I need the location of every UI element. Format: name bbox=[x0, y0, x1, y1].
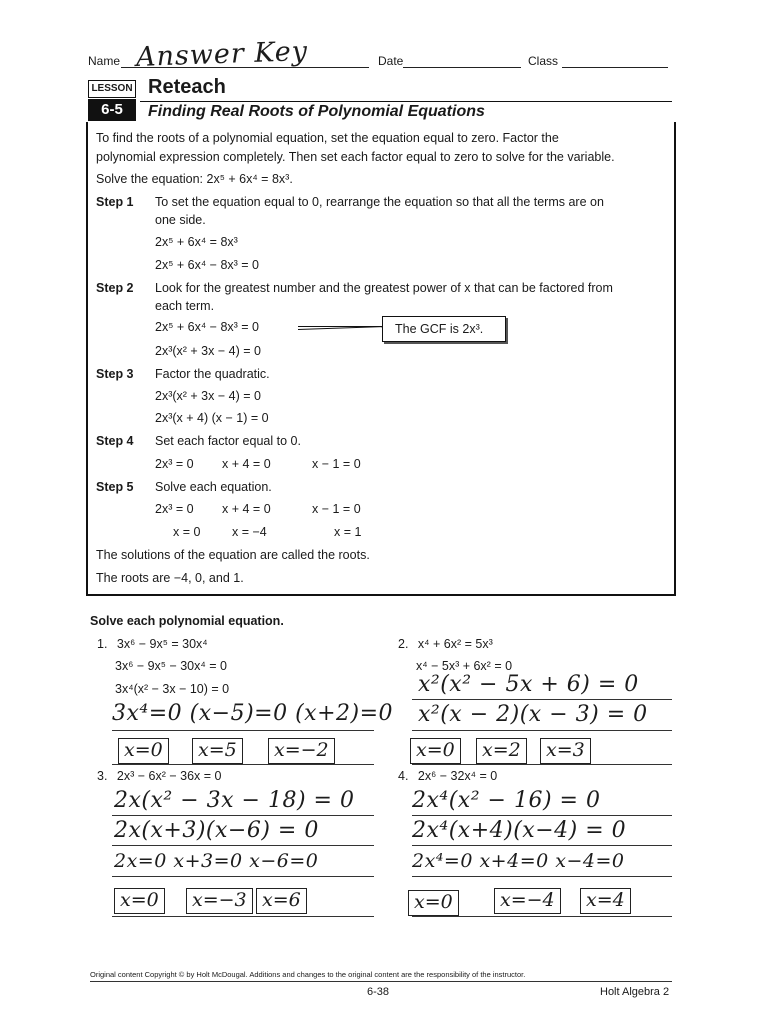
problem-4-answer-1: x=0 bbox=[408, 890, 459, 916]
problem-3-line-1 bbox=[112, 815, 374, 816]
problem-2-line-1 bbox=[412, 699, 672, 700]
step-4-eq-1: 2x³ = 0 bbox=[155, 457, 194, 471]
step-1-text-cont: one side. bbox=[155, 213, 206, 227]
solve-equation: 2x⁵ + 6x⁴ = 8x³. bbox=[206, 172, 293, 186]
step-2-text: Look for the greatest number and the greatest power of x that can be factored from bbox=[155, 281, 613, 295]
step-4-eq-3: x − 1 = 0 bbox=[312, 457, 361, 471]
problem-3-line-4 bbox=[112, 916, 374, 917]
problem-1 bbox=[97, 637, 208, 651]
step-2-label: Step 2 bbox=[96, 281, 134, 295]
step-4-eq-2: x + 4 = 0 bbox=[222, 457, 271, 471]
step-5-sol-3: x = 1 bbox=[334, 525, 362, 539]
problem-3-hand-2: 2x(x+3)(x−6) = 0 bbox=[114, 818, 319, 843]
step-1-text: To set the equation equal to 0, rearrange the equation so that all the terms are on bbox=[155, 195, 604, 209]
step-3-text: Factor the quadratic. bbox=[155, 367, 270, 381]
footer-rule bbox=[90, 981, 672, 982]
name-label: Name bbox=[88, 54, 121, 68]
problem-1-answer-1: x=0 bbox=[118, 738, 169, 764]
problem-1-work-2: 3x⁴(x² − 3x − 10) = 0 bbox=[115, 682, 230, 696]
problem-3-hand-3: 2x=0 x+3=0 x−6=0 bbox=[114, 850, 319, 872]
problem-3-answer-3: x=6 bbox=[256, 888, 307, 914]
lesson-label: LESSON bbox=[88, 80, 136, 98]
problem-4-line-3 bbox=[412, 876, 672, 877]
problem-3-equation: 2x³ − 6x² − 36x = 0 bbox=[116, 769, 222, 783]
problem-3-hand-1: 2x(x² − 3x − 18) = 0 bbox=[114, 788, 355, 813]
step-1-label: Step 1 bbox=[96, 195, 134, 209]
problem-2-answer-3: x=3 bbox=[540, 738, 591, 764]
problem-4-line-2 bbox=[412, 845, 672, 846]
problem-3-number: 3. bbox=[97, 769, 108, 783]
problem-4-line-4 bbox=[412, 916, 672, 917]
problem-4-hand-1: 2x⁴(x² − 16) = 0 bbox=[412, 788, 601, 813]
problem-1-number: 1. bbox=[97, 637, 108, 651]
conclusion-1: The solutions of the equation are called the roots. bbox=[96, 548, 370, 562]
class-line bbox=[562, 67, 668, 68]
step-3-eq-2: 2x³(x + 4) (x − 1) = 0 bbox=[155, 411, 269, 425]
name-value: Answer Key bbox=[135, 36, 309, 73]
problem-3-line-2 bbox=[112, 845, 374, 846]
problem-3 bbox=[97, 769, 222, 783]
step-4-label: Step 4 bbox=[96, 434, 134, 448]
step-2-eq-2: 2x³(x² + 3x − 4) = 0 bbox=[155, 344, 261, 358]
problem-4-hand-2: 2x⁴(x+4)(x−4) = 0 bbox=[412, 818, 627, 843]
step-5-label: Step 5 bbox=[96, 480, 134, 494]
problem-2 bbox=[398, 637, 493, 651]
problem-1-work-1: 3x⁶ − 9x⁵ − 30x⁴ = 0 bbox=[115, 659, 227, 673]
step-3-eq-1: 2x³(x² + 3x − 4) = 0 bbox=[155, 389, 261, 403]
lesson-number: 6-5 bbox=[88, 99, 136, 121]
solve-label: Solve the equation: bbox=[96, 172, 207, 186]
date-label: Date bbox=[378, 54, 404, 68]
problem-2-answer-1: x=0 bbox=[410, 738, 461, 764]
problem-4-equation: 2x⁶ − 32x⁴ = 0 bbox=[417, 769, 498, 783]
problem-1-answer-2: x=5 bbox=[192, 738, 243, 764]
conclusion-2: The roots are −4, 0, and 1. bbox=[96, 571, 244, 585]
step-4-text: Set each factor equal to 0. bbox=[155, 434, 301, 448]
class-label: Class bbox=[528, 54, 559, 68]
problem-2-hand-2: x²(x − 2)(x − 3) = 0 bbox=[418, 702, 648, 727]
exercises-title: Solve each polynomial equation. bbox=[90, 614, 284, 628]
step-5-eq-1: 2x³ = 0 bbox=[155, 502, 194, 516]
step-1-eq-1: 2x⁵ + 6x⁴ = 8x³ bbox=[155, 235, 238, 249]
page-subtitle: Finding Real Roots of Polynomial Equations bbox=[148, 103, 485, 120]
step-3-label: Step 3 bbox=[96, 367, 134, 381]
problem-1-equation: 3x⁶ − 9x⁵ = 30x⁴ bbox=[116, 637, 208, 651]
problem-3-line-3 bbox=[112, 876, 374, 877]
step-5-sol-1: x = 0 bbox=[173, 525, 201, 539]
problem-2-number: 2. bbox=[398, 637, 409, 651]
problem-4-number: 4. bbox=[398, 769, 409, 783]
problem-3-answer-2: x=−3 bbox=[186, 888, 253, 914]
problem-1-line-2 bbox=[112, 764, 374, 765]
page-number: 6-38 bbox=[367, 986, 390, 998]
problem-4-hand-3: 2x⁴=0 x+4=0 x−4=0 bbox=[412, 850, 625, 872]
problem-2-hand-1: x²(x² − 5x + 6) = 0 bbox=[418, 672, 639, 697]
problem-2-equation: x⁴ + 6x² = 5x³ bbox=[417, 637, 493, 651]
step-2-text-cont: each term. bbox=[155, 299, 215, 313]
title-rule bbox=[140, 101, 672, 102]
problem-4 bbox=[398, 769, 497, 783]
problem-1-line-1 bbox=[112, 730, 374, 731]
problem-3-answer-1: x=0 bbox=[114, 888, 165, 914]
date-line bbox=[403, 67, 521, 68]
page-title: Reteach bbox=[148, 76, 226, 98]
problem-2-work-1: x⁴ − 5x³ + 6x² = 0 bbox=[416, 659, 513, 673]
problem-2-answer-2: x=2 bbox=[476, 738, 527, 764]
problem-1-hand-1: 3x⁴=0 (x−5)=0 (x+2)=0 bbox=[112, 701, 394, 726]
problem-4-answer-2: x=−4 bbox=[494, 888, 561, 914]
step-5-sol-2: x = −4 bbox=[232, 525, 267, 539]
problem-4-line-1 bbox=[412, 815, 672, 816]
book-title: Holt Algebra 2 bbox=[600, 986, 670, 998]
problem-2-line-3 bbox=[412, 764, 672, 765]
solve-statement bbox=[96, 172, 293, 186]
header-row bbox=[88, 36, 668, 73]
step-1-eq-2: 2x⁵ + 6x⁴ − 8x³ = 0 bbox=[155, 258, 260, 272]
problem-4-answer-3: x=4 bbox=[580, 888, 631, 914]
copyright-notice: Original content Copyright © by Holt McDougal. Additions and changes to the original content are the responsibility of the instructor. bbox=[90, 970, 526, 979]
problem-2-line-2 bbox=[412, 730, 672, 731]
step-5-text: Solve each equation. bbox=[155, 480, 272, 494]
intro-line-1: To find the roots of a polynomial equation, set the equation equal to zero. Factor the bbox=[96, 131, 559, 145]
gcf-callout: The GCF is 2x³. bbox=[382, 316, 506, 342]
problem-1-answer-3: x=−2 bbox=[268, 738, 335, 764]
step-2-eq-1: 2x⁵ + 6x⁴ − 8x³ = 0 bbox=[155, 320, 260, 334]
step-5-eq-2: x + 4 = 0 bbox=[222, 502, 271, 516]
intro-line-2: polynomial expression completely. Then set each factor equal to zero to solve for the variable. bbox=[96, 150, 615, 164]
step-5-eq-3: x − 1 = 0 bbox=[312, 502, 361, 516]
